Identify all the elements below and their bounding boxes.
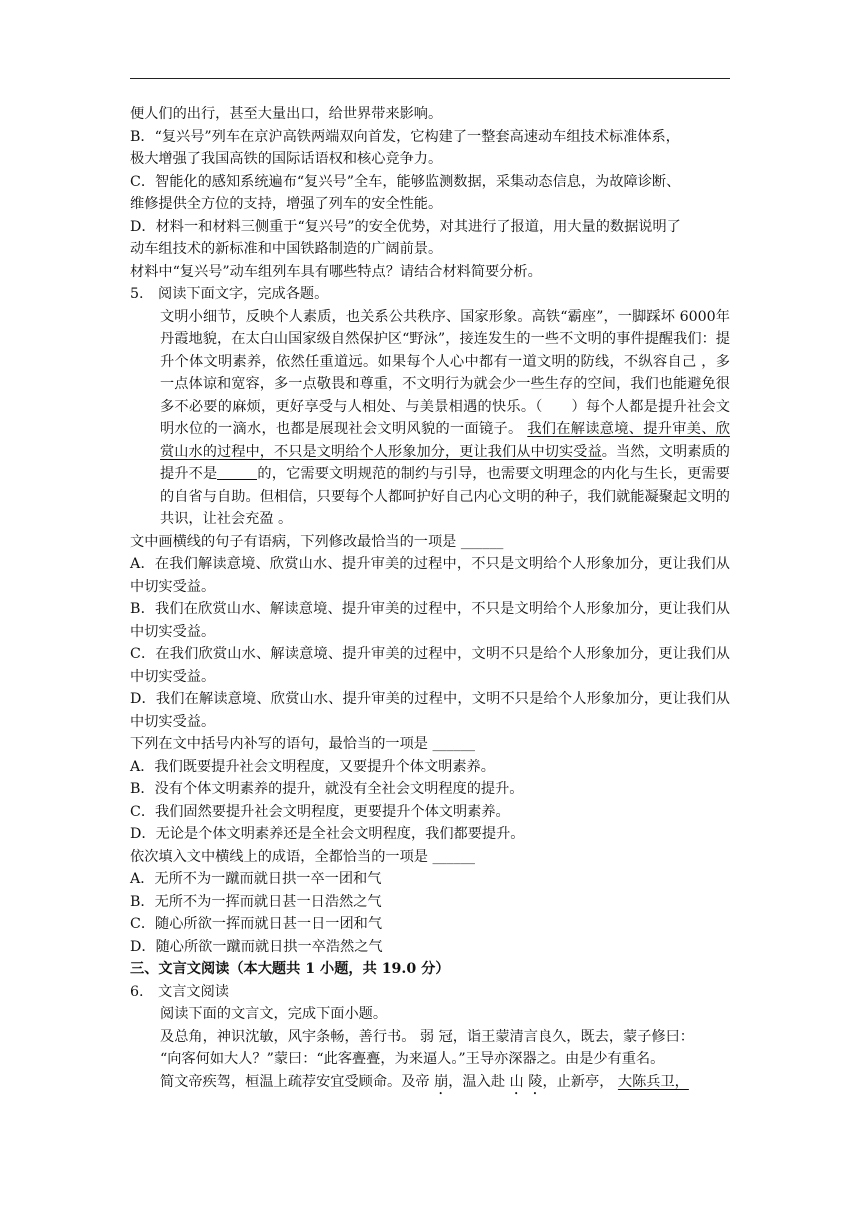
option-b: B．无所不为一挥而就日甚一日浩然之气 bbox=[130, 893, 382, 910]
option-b: B．我们在欣赏山水、解读意境、提升审美的过程中，不只是文明给个人形象加分，更让我们从中切实受益。 bbox=[130, 601, 730, 640]
text-span: ，止新亭， bbox=[542, 1073, 618, 1090]
section-heading: 三、文言文阅读（本大题共 1 小题，共 19.0 分） bbox=[130, 961, 450, 977]
sub-question-1-stem: 文中画横线的句子有语病，下列修改最恰当的一项是 ______ bbox=[130, 533, 504, 550]
document-page bbox=[130, 103, 730, 1098]
option-d: D．随心所欲一蹴而就日拱一卒浩然之气 bbox=[130, 938, 383, 955]
classical-text-line: 及总角，神识沈敏，风宇条畅，善行书。 弱 冠，诣王蒙清言良久，既去，蒙子修曰： bbox=[160, 1028, 694, 1045]
question-number: 5. bbox=[130, 286, 144, 302]
option-c: C．随心所欲一挥而就日甚一日一团和气 bbox=[130, 916, 383, 932]
option-d: D．无论是个体文明素养还是全社会文明程度，我们都要提升。 bbox=[130, 826, 525, 842]
emphasized-char: 陵 bbox=[528, 1073, 543, 1090]
underlined-sentence: 我们在解读意境、提升审美、欣赏山水的过程中，不只是文明给个人形象加分，更让我们从中切实受益 bbox=[160, 421, 730, 460]
question-6-title bbox=[130, 981, 730, 1004]
passage-text: 文明小细节，反映个人素质，也关系公共秩序、国家形象。高铁“霸座”，一脚踩坏 6000年丹霞地貌，在太白山国家级自然保护区“野泳”，接连发生的一些不文明的事件提醒我们：提升个体文明素养，依然任重道远。如果每个人心中都有一道文明的防线，不纵容自己 ，多一点体谅和宽容，多一点敬畏和尊重，不文明行为就会少一些生存的空间，我们也能避免很多不必要的麻烦，更好享受与人相处、与美景相遇的快乐。（ ）每个人都是提升社会文明水位的一滴水，也都是展现社会文明风貌的一面镜子。 bbox=[160, 308, 730, 437]
option-a: A．无所不为一蹴而就日拱一卒一团和气 bbox=[130, 871, 382, 887]
text-line: 维修提供全方位的支持，增强了列车的安全性能。 bbox=[130, 196, 443, 212]
option-c: C．我们固然要提升社会文明程度，更要提升个体文明素养。 bbox=[130, 803, 510, 820]
question-5-title bbox=[130, 283, 730, 306]
text-line: 极大增强了我国高铁的国际话语权和核心竞争力。 bbox=[130, 151, 443, 167]
fill-blank bbox=[217, 465, 257, 480]
emphasized-char: 山 bbox=[509, 1073, 524, 1090]
classical-text-line: “向客何如大人？”蒙曰：“此客亹亹，为来逼人。”王导亦深器之。由是少有重名。 bbox=[160, 1051, 665, 1067]
text-span: ，温入赴 bbox=[448, 1073, 510, 1090]
passage-text: 的，它需要文明规范的制约与引导，也需要文明理念的内化与生长，更需要 的自省与自助。但相信，只要每个人都呵护好自己内心文明的种子，我们就能凝聚起文明的共识，让社会充盈 。 bbox=[160, 466, 730, 527]
passage-text: 。当然，文明素质的提升不是 bbox=[160, 443, 730, 482]
sub-question-3-stem: 依次填入文中横线上的成语，全都恰当的一项是 ______ bbox=[130, 848, 476, 865]
passage bbox=[130, 306, 730, 531]
text-line: 便人们的出行，甚至大量出口，给世界带来影响。 bbox=[130, 106, 443, 122]
option-b: B．没有个体文明素养的提升，就没有全社会文明程度的提升。 bbox=[130, 781, 524, 797]
question-intro: 阅读下面的文言文，完成下面小题。 bbox=[160, 1006, 388, 1022]
question-stem: 材料中“复兴号”动车组列车具有哪些特点？请结合材料简要分析。 bbox=[130, 263, 542, 280]
header-rule bbox=[130, 78, 730, 79]
question-number: 6. bbox=[130, 983, 144, 1000]
text-span: 简文帝疾驾，桓温上疏荐安宜受顾命。及帝 bbox=[160, 1073, 435, 1090]
underlined-phrase: 大陈兵卫， bbox=[617, 1073, 689, 1090]
option-c: C．在我们欣赏山水、解读意境、提升审美的过程中，文明不只是给个人形象加分，更让我们从中切实受益。 bbox=[130, 646, 730, 685]
option-c-line: C．智能化的感知系统遍布“复兴号”全车，能够监测数据，采集动态信息，为故障诊断、 bbox=[130, 173, 681, 190]
question-title: 文言文阅读 bbox=[158, 983, 229, 1000]
text-line: 动车组技术的新标准和中国铁路制造的广阔前景。 bbox=[130, 241, 443, 257]
classical-text-line bbox=[130, 1071, 730, 1098]
option-d: D．我们在解读意境、欣赏山水、提升审美的过程中，文明不只是给个人形象加分，更让我们从中切实受益。 bbox=[130, 691, 730, 730]
question-title: 阅读下面文字，完成各题。 bbox=[158, 286, 329, 302]
option-a: A．我们既要提升社会文明程度，又要提升个体文明素养。 bbox=[130, 758, 495, 775]
emphasized-char: 崩 bbox=[434, 1073, 449, 1090]
option-d-line: D．材料一和材料三侧重于“复兴号”的安全优势，对其进行了报道，用大量的数据说明了 bbox=[130, 218, 681, 235]
option-a: A．在我们解读意境、欣赏山水、提升审美的过程中，不只是文明给个人形象加分，更让我们从中切实受益。 bbox=[130, 556, 730, 595]
option-b-line: B．“复兴号”列车在京沪高铁两端双向首发，它构建了一整套高速动车组技术标准体系， bbox=[130, 128, 680, 145]
sub-question-2-stem: 下列在文中括号内补写的语句，最恰当的一项是 ______ bbox=[130, 736, 476, 752]
